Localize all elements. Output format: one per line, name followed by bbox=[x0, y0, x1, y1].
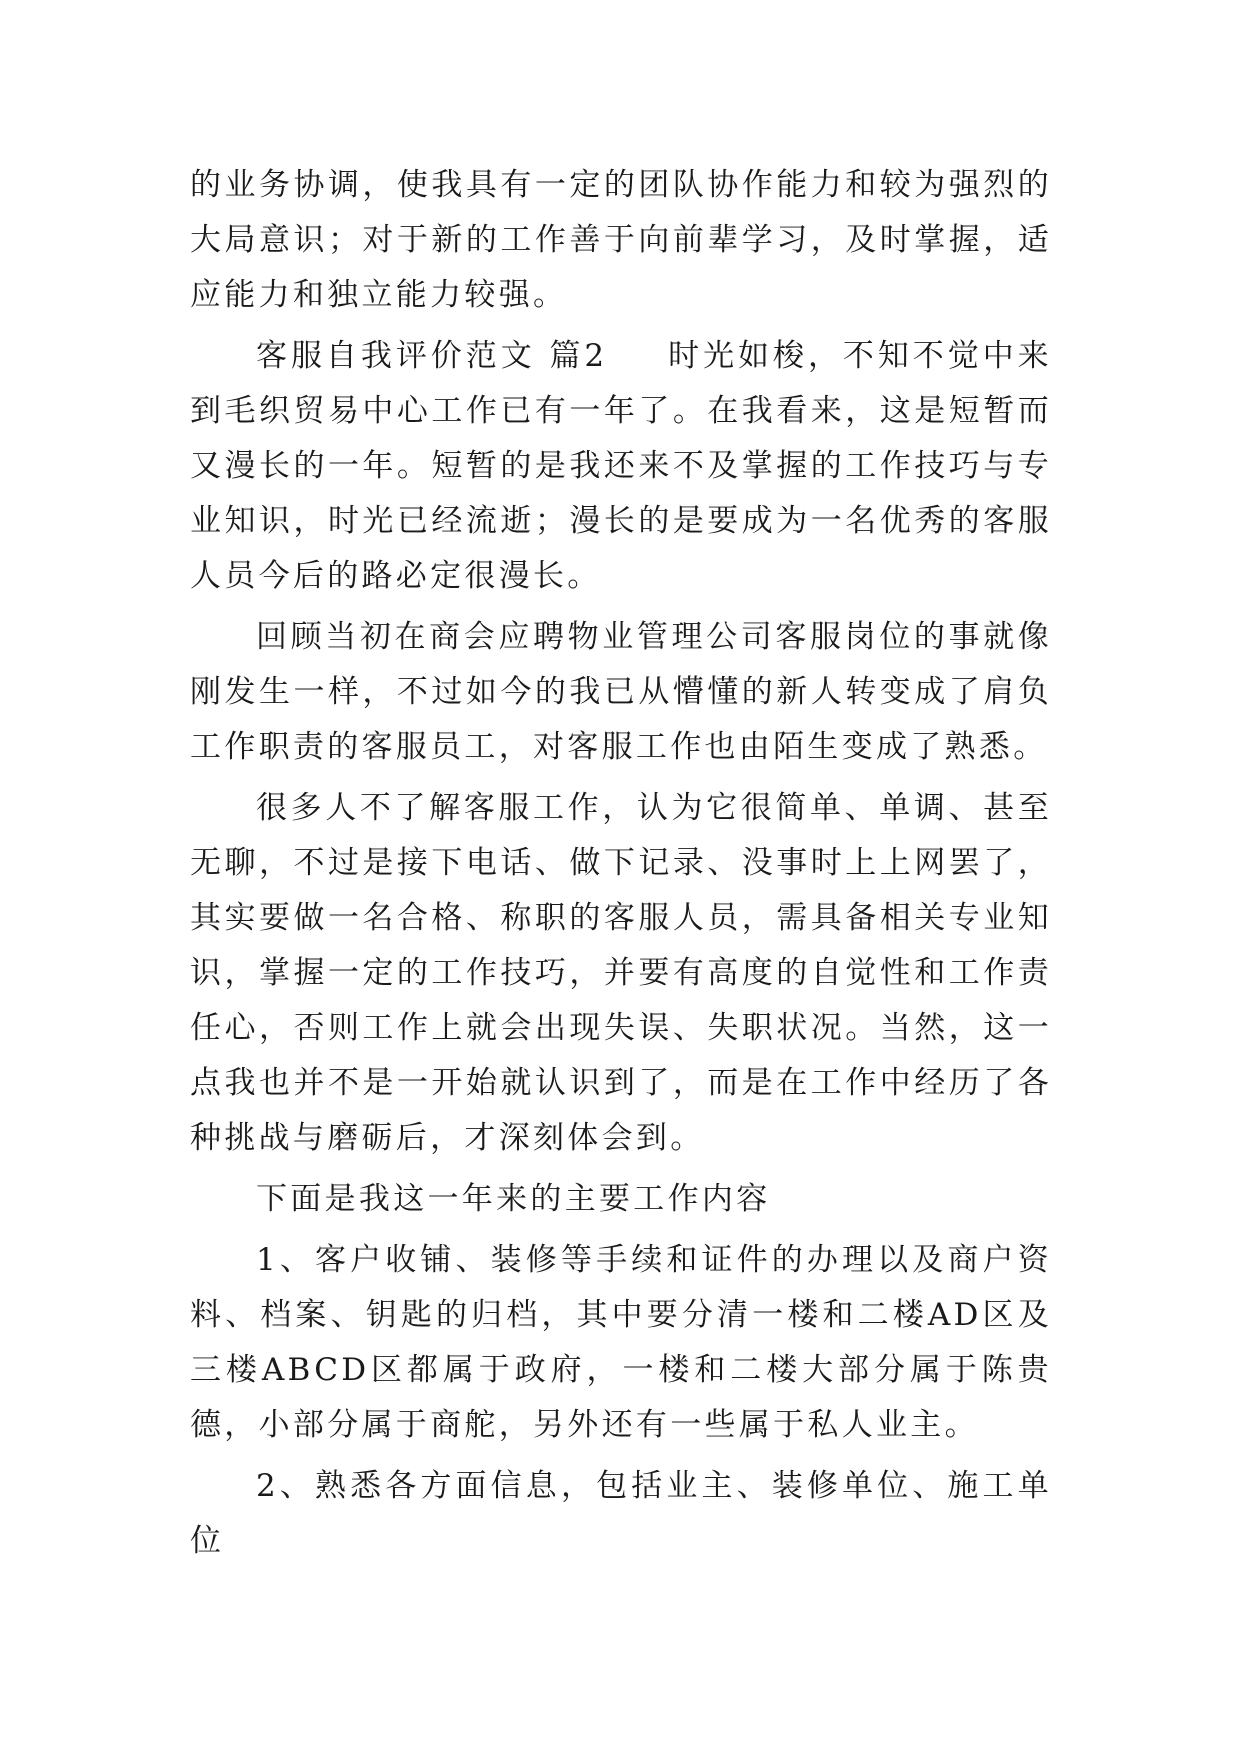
paragraph-continued: 的业务协调，使我具有一定的团队协作能力和较为强烈的大局意识；对于新的工作善于向前辈学习，及时掌握，适应能力和独立能力较强。 bbox=[190, 167, 1052, 313]
paragraph-section-heading bbox=[190, 329, 1052, 604]
document-page bbox=[190, 158, 1052, 1575]
paragraph: 很多人不了解客服工作，认为它很简单、单调、甚至无聊，不过是接下电话、做下记录、没事时上上网罢了，其实要做一名合格、称职的客服人员，需具备相关专业知识，掌握一定的工作技巧，并要有高度的自觉性和工作责任心，否则工作上就会出现失误、失职状况。当然，这一点我也并不是一开始就认识到了，而是在工作中经历了各种挑战与磨砺后，才深刻体会到。 bbox=[190, 790, 1052, 1156]
paragraph: 回顾当初在商会应聘物业管理公司客服岗位的事就像刚发生一样，不过如今的我已从懵懂的新人转变成了肩负工作职责的客服员工，对客服工作也由陌生变成了熟悉。 bbox=[190, 619, 1052, 765]
paragraph-text: 时光如梭，不知不觉中来到毛织贸易中心工作已有一年了。在我看来，这是短暂而又漫长的一年。短暂的是我还来不及掌握的工作技巧与专业知识，时光已经流逝；漫长的是要成为一名优秀的客服人员今后的路必定很漫长。 bbox=[190, 338, 1052, 594]
list-item-2: 2、熟悉各方面信息，包括业主、装修单位、施工单位 bbox=[190, 1468, 1052, 1559]
paragraph-list-intro: 下面是我这一年来的主要工作内容 bbox=[256, 1181, 771, 1217]
list-item-1: 1、客户收铺、装修等手续和证件的办理以及商户资料、档案、钥匙的归档，其中要分清一楼和二楼AD区及三楼ABCD区都属于政府，一楼和二楼大部分属于陈贵德，小部分属于商舵，另外还有一些属于私人业主。 bbox=[190, 1242, 1052, 1443]
section-heading: 客服自我评价范文 篇2 bbox=[256, 338, 608, 374]
